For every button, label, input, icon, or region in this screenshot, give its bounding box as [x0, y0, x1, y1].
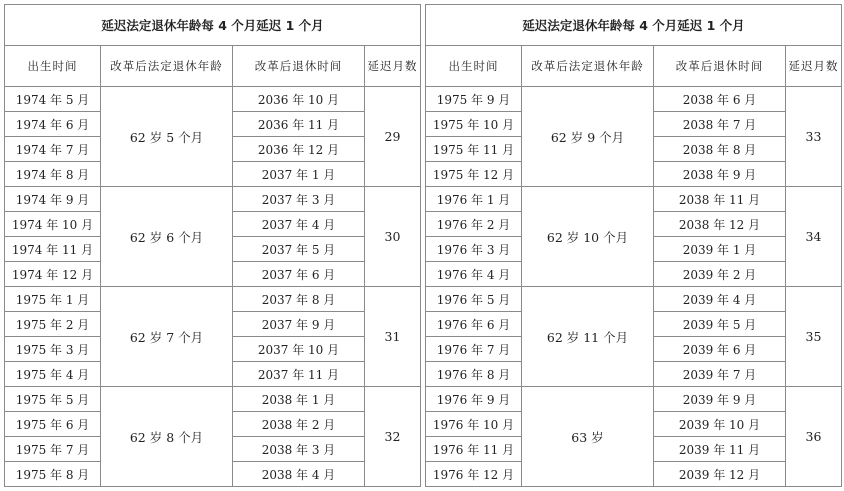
- birth-time-cell: 1976 年 5 月: [426, 287, 522, 312]
- delay-months-cell: 32: [365, 387, 421, 487]
- header-birth-time: 出生时间: [5, 46, 101, 87]
- birth-time-cell: 1974 年 10 月: [5, 212, 101, 237]
- retirement-time-cell: 2037 年 11 月: [233, 362, 365, 387]
- table-title: 延迟法定退休年龄每 4 个月延迟 1 个月: [426, 5, 842, 46]
- retirement-time-cell: 2038 年 7 月: [654, 112, 786, 137]
- retirement-age-cell: 62 岁 9 个月: [522, 87, 654, 187]
- birth-time-cell: 1976 年 7 月: [426, 337, 522, 362]
- retirement-time-cell: 2037 年 10 月: [233, 337, 365, 362]
- retirement-time-cell: 2037 年 9 月: [233, 312, 365, 337]
- birth-time-cell: 1976 年 10 月: [426, 412, 522, 437]
- birth-time-cell: 1974 年 8 月: [5, 162, 101, 187]
- delay-months-cell: 35: [786, 287, 842, 387]
- birth-time-cell: 1976 年 11 月: [426, 437, 522, 462]
- birth-time-cell: 1976 年 1 月: [426, 187, 522, 212]
- retirement-age-cell: 62 岁 6 个月: [101, 187, 233, 287]
- birth-time-cell: 1974 年 7 月: [5, 137, 101, 162]
- retirement-time-cell: 2038 年 6 月: [654, 87, 786, 112]
- birth-time-cell: 1975 年 5 月: [5, 387, 101, 412]
- delay-months-cell: 33: [786, 87, 842, 187]
- birth-time-cell: 1974 年 5 月: [5, 87, 101, 112]
- retirement-time-cell: 2039 年 11 月: [654, 437, 786, 462]
- table-row: [426, 387, 842, 412]
- table-row: [426, 287, 842, 312]
- table-row: [5, 87, 421, 112]
- retirement-time-cell: 2037 年 6 月: [233, 262, 365, 287]
- retirement-time-cell: 2037 年 1 月: [233, 162, 365, 187]
- retirement-time-cell: 2039 年 12 月: [654, 462, 786, 487]
- birth-time-cell: 1975 年 12 月: [426, 162, 522, 187]
- birth-time-cell: 1974 年 12 月: [5, 262, 101, 287]
- table-row: [5, 387, 421, 412]
- retirement-time-cell: 2037 年 3 月: [233, 187, 365, 212]
- retirement-time-cell: 2038 年 2 月: [233, 412, 365, 437]
- header-delay-months: 延迟月数: [786, 46, 842, 87]
- retirement-time-cell: 2038 年 11 月: [654, 187, 786, 212]
- table-right: [425, 4, 842, 487]
- header-retirement-time: 改革后退休时间: [233, 46, 365, 87]
- birth-time-cell: 1975 年 10 月: [426, 112, 522, 137]
- birth-time-cell: 1976 年 2 月: [426, 212, 522, 237]
- delay-months-cell: 34: [786, 187, 842, 287]
- retirement-time-cell: 2038 年 12 月: [654, 212, 786, 237]
- retirement-time-cell: 2039 年 10 月: [654, 412, 786, 437]
- retirement-time-cell: 2038 年 3 月: [233, 437, 365, 462]
- retirement-time-cell: 2038 年 8 月: [654, 137, 786, 162]
- birth-time-cell: 1976 年 6 月: [426, 312, 522, 337]
- header-delay-months: 延迟月数: [365, 46, 421, 87]
- birth-time-cell: 1974 年 11 月: [5, 237, 101, 262]
- birth-time-cell: 1976 年 3 月: [426, 237, 522, 262]
- table-row: [5, 287, 421, 312]
- table-row: [426, 187, 842, 212]
- retirement-time-cell: 2039 年 6 月: [654, 337, 786, 362]
- birth-time-cell: 1976 年 8 月: [426, 362, 522, 387]
- birth-time-cell: 1975 年 9 月: [426, 87, 522, 112]
- retirement-time-cell: 2039 年 7 月: [654, 362, 786, 387]
- retirement-age-cell: 62 岁 5 个月: [101, 87, 233, 187]
- retirement-time-cell: 2037 年 8 月: [233, 287, 365, 312]
- retirement-time-cell: 2036 年 12 月: [233, 137, 365, 162]
- retirement-age-cell: 62 岁 8 个月: [101, 387, 233, 487]
- retirement-time-cell: 2039 年 1 月: [654, 237, 786, 262]
- birth-time-cell: 1975 年 2 月: [5, 312, 101, 337]
- birth-time-cell: 1975 年 4 月: [5, 362, 101, 387]
- delay-months-cell: 30: [365, 187, 421, 287]
- birth-time-cell: 1974 年 9 月: [5, 187, 101, 212]
- retirement-time-cell: 2039 年 5 月: [654, 312, 786, 337]
- birth-time-cell: 1976 年 9 月: [426, 387, 522, 412]
- table-title: 延迟法定退休年龄每 4 个月延迟 1 个月: [5, 5, 421, 46]
- header-retirement-time: 改革后退休时间: [654, 46, 786, 87]
- retirement-time-cell: 2036 年 10 月: [233, 87, 365, 112]
- birth-time-cell: 1976 年 12 月: [426, 462, 522, 487]
- retirement-age-cell: 62 岁 7 个月: [101, 287, 233, 387]
- retirement-age-cell: 63 岁: [522, 387, 654, 487]
- retirement-time-cell: 2038 年 9 月: [654, 162, 786, 187]
- table-row: [426, 87, 842, 112]
- retirement-delay-tables: [4, 4, 840, 487]
- birth-time-cell: 1975 年 8 月: [5, 462, 101, 487]
- retirement-time-cell: 2039 年 4 月: [654, 287, 786, 312]
- birth-time-cell: 1975 年 1 月: [5, 287, 101, 312]
- retirement-age-cell: 62 岁 10 个月: [522, 187, 654, 287]
- birth-time-cell: 1974 年 6 月: [5, 112, 101, 137]
- retirement-age-cell: 62 岁 11 个月: [522, 287, 654, 387]
- header-retirement-age: 改革后法定退休年龄: [101, 46, 233, 87]
- birth-time-cell: 1975 年 6 月: [5, 412, 101, 437]
- retirement-time-cell: 2036 年 11 月: [233, 112, 365, 137]
- retirement-time-cell: 2039 年 9 月: [654, 387, 786, 412]
- delay-months-cell: 31: [365, 287, 421, 387]
- table-left: [4, 4, 421, 487]
- birth-time-cell: 1975 年 3 月: [5, 337, 101, 362]
- retirement-time-cell: 2037 年 4 月: [233, 212, 365, 237]
- retirement-time-cell: 2039 年 2 月: [654, 262, 786, 287]
- delay-months-cell: 29: [365, 87, 421, 187]
- header-birth-time: 出生时间: [426, 46, 522, 87]
- birth-time-cell: 1976 年 4 月: [426, 262, 522, 287]
- header-retirement-age: 改革后法定退休年龄: [522, 46, 654, 87]
- table-row: [5, 187, 421, 212]
- retirement-time-cell: 2038 年 1 月: [233, 387, 365, 412]
- retirement-time-cell: 2038 年 4 月: [233, 462, 365, 487]
- retirement-time-cell: 2037 年 5 月: [233, 237, 365, 262]
- delay-months-cell: 36: [786, 387, 842, 487]
- birth-time-cell: 1975 年 7 月: [5, 437, 101, 462]
- birth-time-cell: 1975 年 11 月: [426, 137, 522, 162]
